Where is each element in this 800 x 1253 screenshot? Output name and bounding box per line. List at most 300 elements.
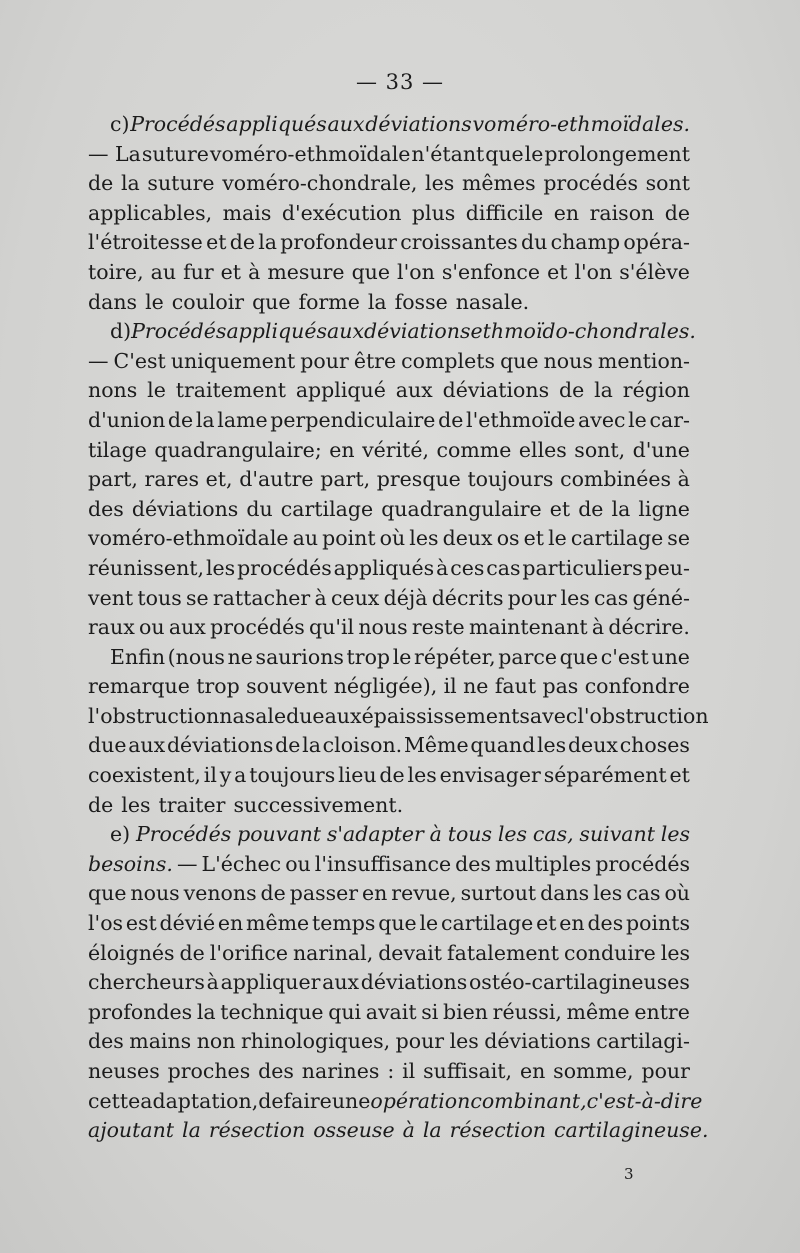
word: toujours <box>249 763 336 788</box>
word: réunissent, <box>88 555 205 580</box>
word: nous <box>358 615 408 640</box>
word: aux <box>395 378 433 403</box>
word: des <box>455 851 491 876</box>
word: et <box>523 526 545 551</box>
text-line <box>88 376 690 406</box>
word: a <box>234 763 247 788</box>
word: faire <box>283 1088 332 1113</box>
word: les <box>593 881 623 906</box>
word: c) <box>110 112 130 136</box>
word: Procédés <box>130 112 226 136</box>
word: si <box>421 999 439 1024</box>
word: tous <box>447 822 493 847</box>
word: voméro-ethmoïdale <box>88 526 289 551</box>
text-line <box>88 140 690 170</box>
word: réussi, <box>492 999 562 1024</box>
word: lieu <box>338 763 377 788</box>
word: et <box>206 230 227 255</box>
word: sont, <box>574 437 626 462</box>
word: l'on <box>574 259 613 284</box>
word: bien <box>442 999 488 1024</box>
word: épaississements <box>361 703 530 728</box>
word: y <box>219 763 232 788</box>
word: non <box>196 1029 236 1054</box>
word: et <box>220 259 242 284</box>
word: procédés <box>595 851 690 876</box>
word: procédés <box>210 615 305 640</box>
word: la <box>182 1118 201 1143</box>
word: particuliers <box>522 555 643 580</box>
word: dans <box>88 289 138 314</box>
word: voméro-ethmoïdale <box>209 141 411 166</box>
word: la <box>196 999 216 1024</box>
word: technique <box>220 999 324 1024</box>
word: lame <box>217 407 268 432</box>
word: répéter, <box>414 644 496 669</box>
word: résection <box>449 1118 547 1143</box>
word: aux <box>327 319 365 344</box>
word: e) <box>110 822 131 847</box>
word: quadrangulaire; <box>154 437 322 462</box>
word: les <box>449 1029 479 1054</box>
word: cartilage <box>570 526 664 551</box>
word: passer <box>289 881 359 906</box>
word: quadrangulaire <box>381 496 542 521</box>
word: rattacher <box>212 585 311 610</box>
word: fosse <box>394 289 448 314</box>
word: la <box>195 407 215 432</box>
word: le <box>145 289 164 314</box>
word: os <box>496 526 520 551</box>
word: de <box>558 378 585 403</box>
word: appliqué <box>295 378 386 403</box>
word: la <box>594 378 613 403</box>
word: décrits <box>431 585 504 610</box>
word: les <box>121 792 151 817</box>
word: où <box>379 526 406 551</box>
word: le <box>147 378 166 403</box>
word: coexistent, <box>88 763 201 788</box>
word: ne <box>463 674 489 699</box>
word: aux <box>322 970 360 995</box>
word: difficile <box>465 200 544 225</box>
word: même <box>566 999 630 1024</box>
word: point <box>322 526 376 551</box>
word: le <box>524 141 544 166</box>
text-line <box>88 939 690 969</box>
word: conduire <box>563 940 656 965</box>
word: la <box>258 230 278 255</box>
word: qui <box>328 999 362 1024</box>
word: raison <box>589 200 655 225</box>
word: même <box>246 911 310 936</box>
text-line <box>88 495 690 525</box>
word: il <box>402 1059 416 1083</box>
word: que <box>500 348 539 373</box>
word: vérité, <box>362 437 430 462</box>
text-line <box>88 1057 690 1087</box>
word: combinées <box>560 467 672 492</box>
word: croissantes <box>400 230 518 255</box>
word: ces <box>450 555 485 580</box>
word: les <box>425 171 455 196</box>
word: des <box>88 1029 124 1054</box>
word: se <box>185 585 209 610</box>
word: due <box>88 733 127 758</box>
word: l'on <box>397 259 435 284</box>
word: profondeur <box>280 230 397 255</box>
word: la <box>611 496 631 521</box>
word: au <box>150 259 177 284</box>
text-line <box>88 347 690 377</box>
word: le <box>548 526 567 551</box>
text-body <box>88 110 709 1146</box>
word: cette <box>88 1088 141 1113</box>
word: mention- <box>597 348 690 373</box>
word: en <box>362 881 388 906</box>
word: — <box>176 851 198 876</box>
word: c'est-à-dire <box>586 1088 703 1113</box>
text-line <box>88 258 690 288</box>
word: successivement. <box>233 792 404 817</box>
word: narines <box>301 1059 380 1083</box>
word: déviations <box>365 112 472 136</box>
word: à <box>436 555 449 580</box>
word: les <box>660 822 690 847</box>
word: sont <box>645 171 690 196</box>
word: déviations <box>131 496 239 521</box>
word: nous <box>543 348 593 373</box>
word: de <box>275 733 301 758</box>
word: que <box>351 259 391 284</box>
word: Enfin <box>110 644 166 669</box>
word: ceux <box>330 585 380 610</box>
word: Même <box>403 733 469 758</box>
word: reste <box>411 615 465 640</box>
word: que <box>252 289 291 314</box>
word: saurions <box>255 644 344 669</box>
word: complets <box>401 348 496 373</box>
word: adaptation, <box>140 1088 259 1113</box>
word: les <box>560 585 590 610</box>
word: opéra- <box>623 230 690 255</box>
word: à <box>314 585 327 610</box>
word: de <box>578 496 604 521</box>
word: envisager <box>439 763 541 788</box>
word: de <box>260 881 286 906</box>
word: pour <box>395 1029 445 1054</box>
word: appliquer <box>220 970 321 995</box>
word: multiples <box>494 851 592 876</box>
word: la <box>120 171 140 196</box>
word: presque <box>376 467 461 492</box>
word: tous <box>137 585 182 610</box>
word: pour <box>641 1059 690 1083</box>
word: à <box>591 615 605 640</box>
word: toire, <box>88 259 144 284</box>
word: à <box>248 259 261 284</box>
word: L'échec <box>201 851 282 876</box>
text-line <box>88 524 690 554</box>
text-line <box>88 465 690 495</box>
word: région <box>622 378 690 403</box>
word: résection <box>208 1118 306 1143</box>
word: fur <box>183 259 214 284</box>
word: cas <box>626 881 661 906</box>
text-line <box>88 199 690 229</box>
word: d'exécution <box>281 200 402 225</box>
word: à <box>677 467 690 492</box>
word: éloignés <box>88 940 175 965</box>
text-line <box>88 406 690 436</box>
word: Procédés <box>135 822 232 847</box>
word: de <box>438 407 464 432</box>
word: cartilagineuse. <box>554 1118 709 1143</box>
word: se <box>667 526 690 551</box>
word: d'une <box>632 437 690 462</box>
word: les <box>660 940 690 965</box>
word: appliqués <box>226 112 327 136</box>
word: voméro-chondrale, <box>222 171 418 196</box>
word: suture <box>147 171 215 196</box>
word: déviations <box>360 970 468 995</box>
word: revue, <box>391 881 457 906</box>
word: ou <box>139 615 165 640</box>
word: proches <box>167 1059 251 1083</box>
word: parce <box>498 644 558 669</box>
word: mains <box>129 1029 192 1054</box>
word: elles <box>518 437 567 462</box>
word: entre <box>634 999 690 1024</box>
word: et <box>536 911 557 936</box>
word: part, <box>88 467 138 492</box>
word: toujours <box>467 467 554 492</box>
word: traitement <box>175 378 286 403</box>
word: aux <box>324 703 362 728</box>
signature-mark: 3 <box>624 1165 634 1183</box>
text-line <box>88 879 690 909</box>
word: besoins. <box>88 851 173 876</box>
text-line <box>88 820 690 850</box>
word: pas <box>542 674 579 699</box>
word: une <box>651 644 690 669</box>
word: aux <box>128 733 166 758</box>
word: nasale. <box>455 289 530 314</box>
word: géné- <box>632 585 690 610</box>
word: vent <box>88 585 134 610</box>
word: l'obstruction <box>577 703 709 728</box>
word: venons <box>183 881 257 906</box>
word: que <box>378 911 417 936</box>
word: applicables, <box>88 200 213 225</box>
word: raux <box>88 615 135 640</box>
word: champ <box>550 230 621 255</box>
word: du <box>246 496 273 521</box>
text-line <box>88 436 690 466</box>
word: en <box>559 911 585 936</box>
word: c'est <box>600 644 649 669</box>
word: forme <box>298 289 360 314</box>
word: les <box>205 555 236 580</box>
word: l'ethmoïde <box>466 407 576 432</box>
word: souvent <box>246 674 328 699</box>
word: en <box>519 1059 546 1083</box>
word: n'étant <box>411 141 485 166</box>
word: remarque <box>88 674 190 699</box>
word: (nous <box>167 644 225 669</box>
word: temps <box>311 911 376 936</box>
word: traiter <box>158 792 226 817</box>
text-line <box>88 1087 703 1117</box>
text-line <box>88 791 690 821</box>
word: les <box>497 822 528 847</box>
word: cas <box>486 555 521 580</box>
word: faut <box>494 674 537 699</box>
word: trop <box>346 644 391 669</box>
word: — La <box>88 141 141 166</box>
word: cartilage <box>440 911 534 936</box>
word: couloir <box>171 289 245 314</box>
text-line <box>88 850 690 880</box>
word: ostéo-cartilagineuses <box>468 970 690 995</box>
word: du <box>521 230 548 255</box>
word: séparément <box>543 763 667 788</box>
text-line <box>88 554 690 584</box>
text-line <box>88 613 690 643</box>
word: cas, <box>532 822 574 847</box>
word: des <box>88 496 124 521</box>
word: nasale <box>219 703 287 728</box>
word: C'est <box>113 348 166 373</box>
word: d'union <box>88 407 166 432</box>
word: une <box>331 1088 371 1113</box>
word: appliqués <box>333 555 435 580</box>
word: d) <box>110 319 132 344</box>
text-line <box>88 288 690 318</box>
word: : <box>387 1059 395 1083</box>
word: déviations <box>442 378 550 403</box>
word: plus <box>411 200 456 225</box>
word: narinal, <box>292 940 374 965</box>
word: les <box>409 526 439 551</box>
word: prolongement <box>544 141 690 166</box>
word: rhinologiques, <box>240 1029 391 1054</box>
word: neuses <box>88 1059 160 1083</box>
word: dans <box>540 881 590 906</box>
word: qu'il <box>309 615 355 640</box>
page-number-header: — 33 — <box>355 70 445 94</box>
word: en <box>217 911 244 936</box>
word: déviations <box>364 319 471 344</box>
word: les <box>407 763 437 788</box>
word: nons <box>88 378 138 403</box>
word: déviations <box>484 1029 591 1054</box>
word: — <box>88 348 109 373</box>
word: il <box>443 674 457 699</box>
word: et <box>547 259 568 284</box>
word: s'enfonce <box>441 259 541 284</box>
word: aux <box>327 112 365 136</box>
word: somme, <box>553 1059 634 1083</box>
word: de <box>167 407 194 432</box>
word: suivant <box>579 822 655 847</box>
word: dévié <box>159 911 216 936</box>
word: il <box>203 763 217 788</box>
word: procédés <box>543 171 638 196</box>
text-line <box>88 998 690 1028</box>
word: déjà <box>383 585 428 610</box>
word: tilage <box>88 437 147 462</box>
word: ne <box>227 644 253 669</box>
text-line <box>88 1027 690 1057</box>
word: ou <box>285 851 311 876</box>
word: décrire. <box>608 615 690 640</box>
word: points <box>626 911 690 936</box>
word: deux <box>442 526 493 551</box>
word: chercheurs <box>88 970 205 995</box>
word: maintenant <box>468 615 588 640</box>
word: suture <box>141 141 209 166</box>
text-line <box>88 702 709 732</box>
word: confondre <box>584 674 690 699</box>
word: opération <box>370 1088 471 1113</box>
word: cas <box>593 585 629 610</box>
word: surtout <box>460 881 537 906</box>
word: cartilage <box>280 496 374 521</box>
word: procédés <box>237 555 332 580</box>
word: pour <box>300 348 349 373</box>
word: uniquement <box>170 348 296 373</box>
word: où <box>664 881 690 906</box>
word: d'autre <box>239 467 314 492</box>
word: la <box>422 1118 442 1143</box>
word: cloison. <box>322 733 403 758</box>
word: le <box>419 911 439 936</box>
word: et, <box>205 467 233 492</box>
word: aux <box>168 615 206 640</box>
word: l'obstruction <box>88 703 220 728</box>
word: de <box>88 792 114 817</box>
word: de <box>379 763 405 788</box>
word: choses <box>619 733 690 758</box>
word: deux <box>567 733 618 758</box>
word: car- <box>649 407 690 432</box>
word: de <box>88 171 114 196</box>
word: Procédés <box>131 319 227 344</box>
word: de <box>179 940 205 965</box>
word: à <box>429 822 442 847</box>
word: part, <box>320 467 371 492</box>
word: pouvant <box>237 822 322 847</box>
word: rares <box>144 467 200 492</box>
word: l'orifice <box>209 940 288 965</box>
word: appliqués <box>226 319 328 344</box>
word: déviations <box>166 733 274 758</box>
word: en <box>329 437 355 462</box>
word: mais <box>222 200 272 225</box>
word: cartilagi- <box>596 1029 690 1054</box>
text-line <box>88 317 696 347</box>
word: pour <box>507 585 557 610</box>
word: et <box>549 496 571 521</box>
word: avait <box>365 999 417 1024</box>
text-line <box>88 672 690 702</box>
word: quand <box>470 733 536 758</box>
text-line <box>88 643 690 673</box>
word: et <box>669 763 690 788</box>
word: de <box>229 230 255 255</box>
word: devait <box>378 940 443 965</box>
